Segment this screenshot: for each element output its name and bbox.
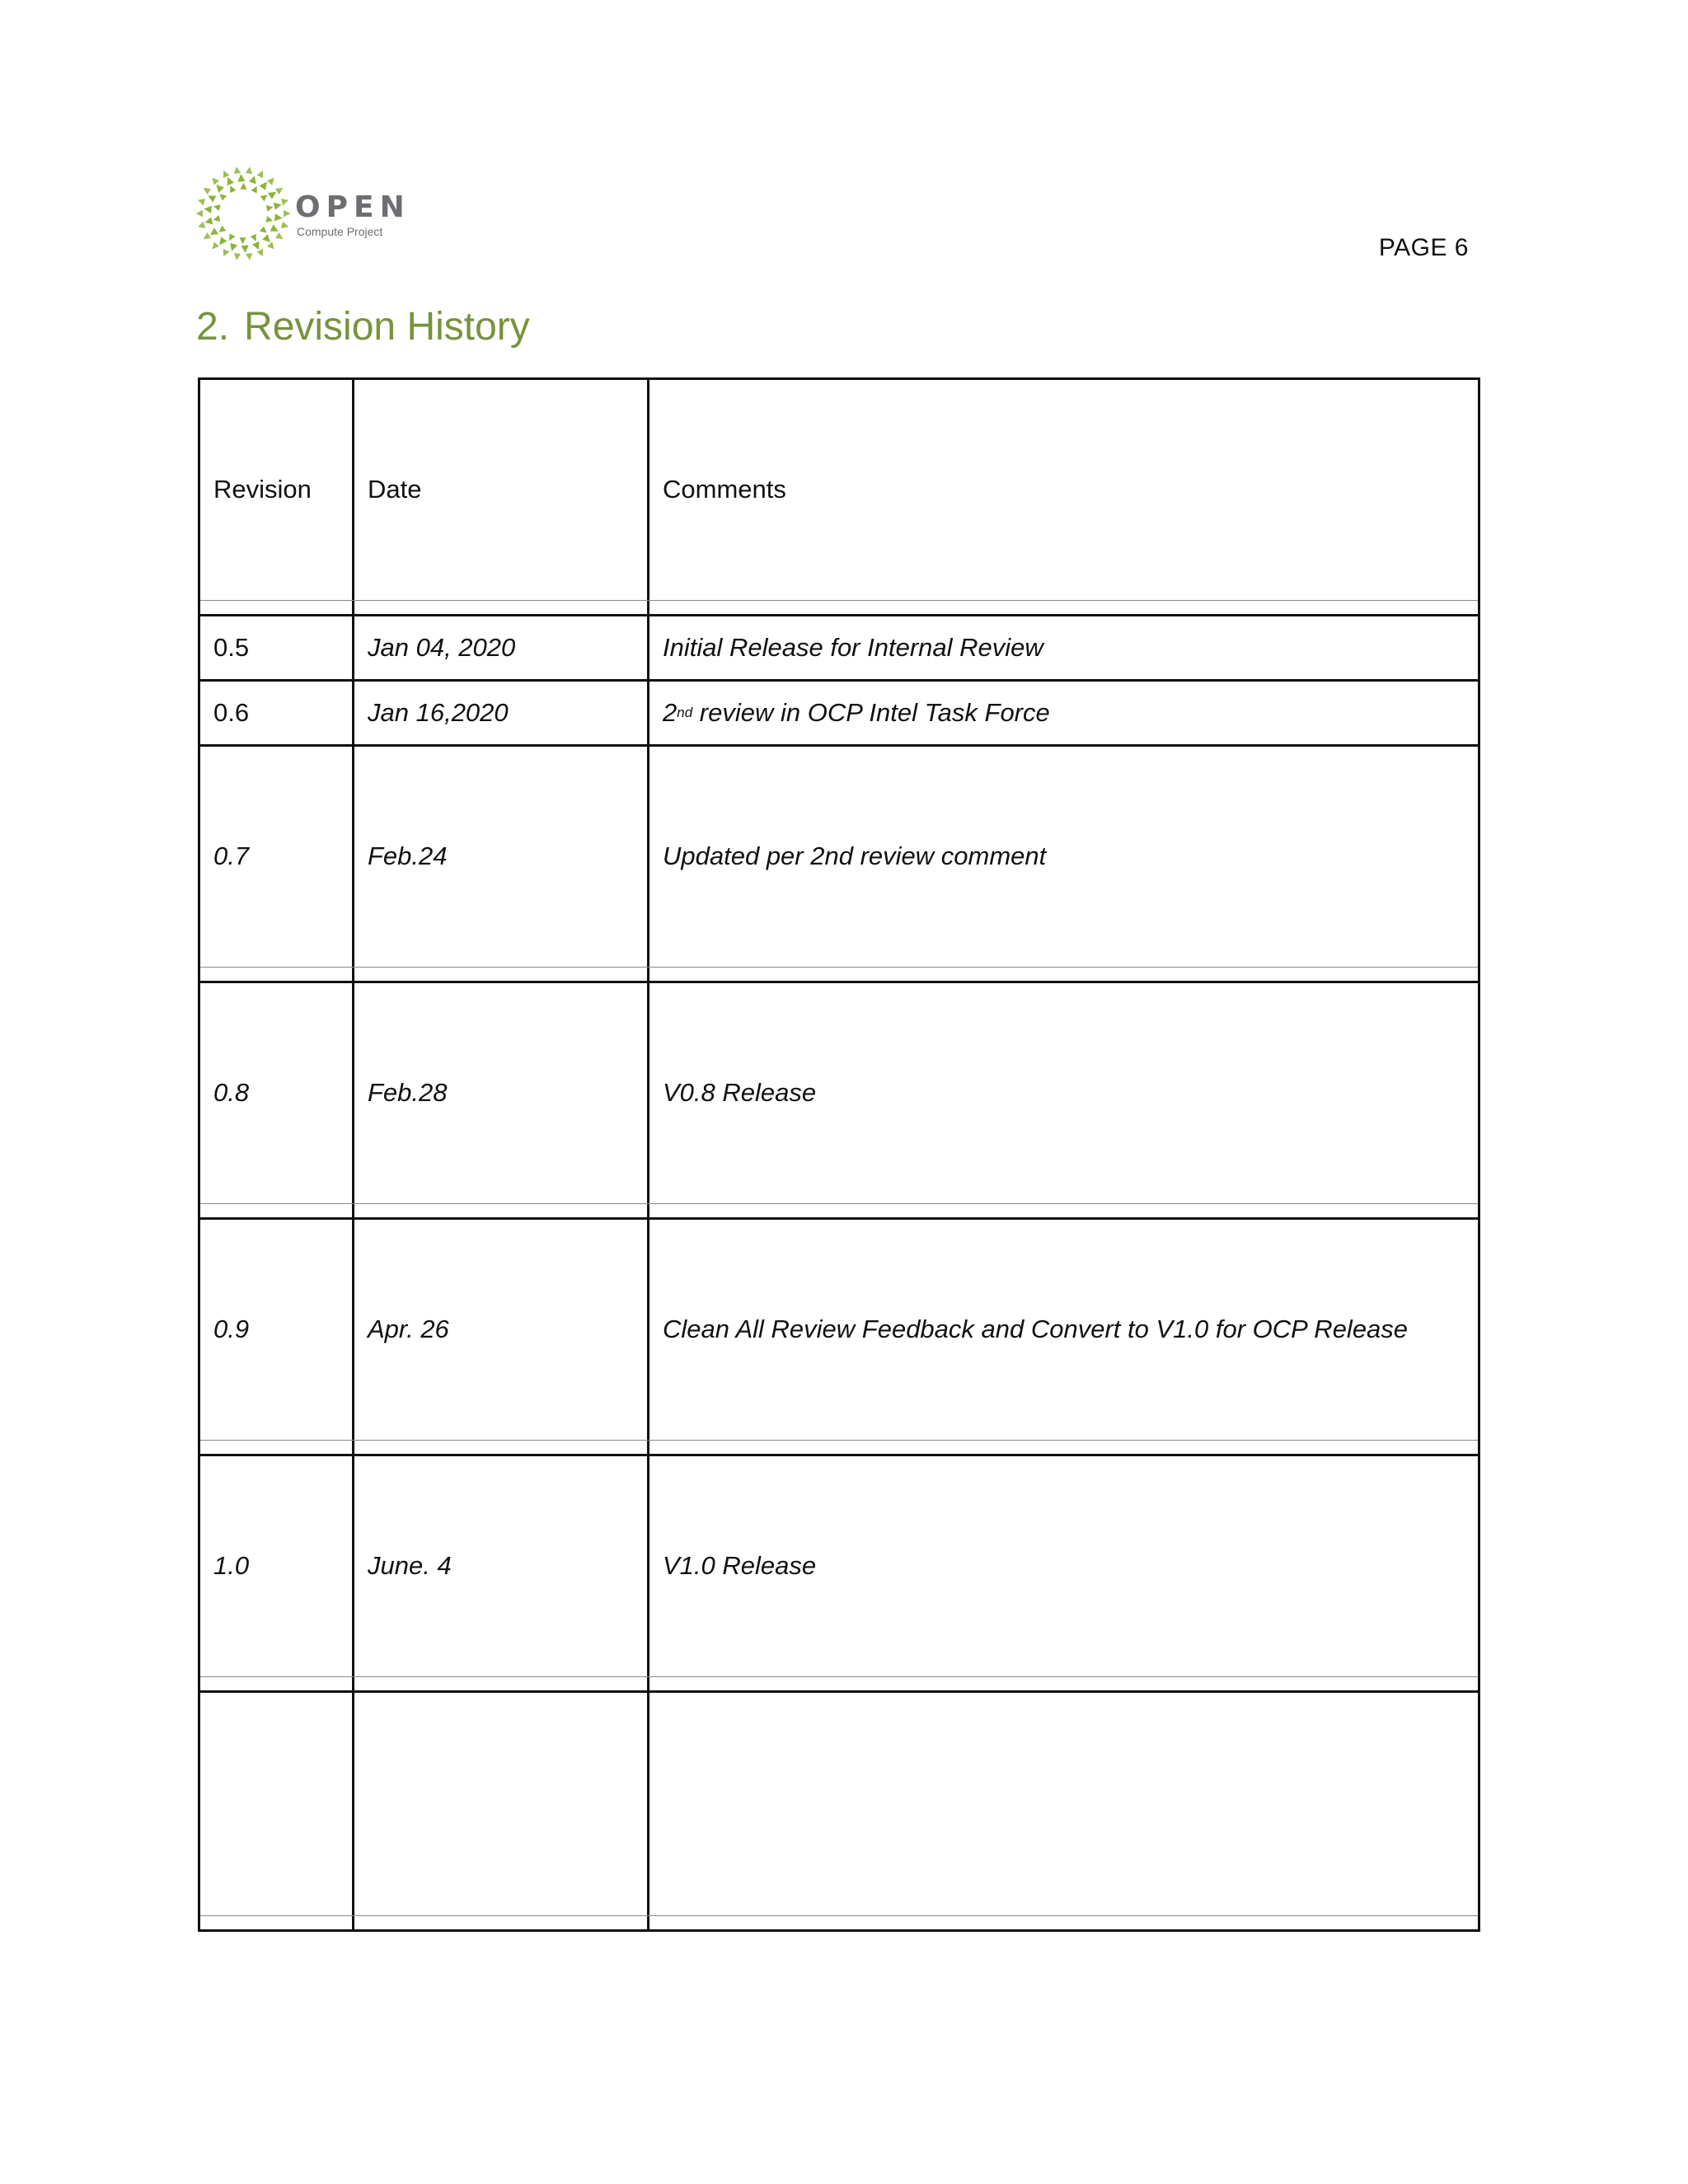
logo-arrow-mark	[281, 199, 288, 205]
logo-arrow-mark	[251, 186, 257, 194]
logo-arrow-mark	[249, 176, 256, 184]
logo-arrow-mark	[284, 210, 290, 217]
logo-arrow-mark	[251, 234, 256, 241]
logo-arrow-mark	[274, 203, 282, 210]
table-row	[200, 1220, 1478, 1456]
date-cell	[354, 1693, 649, 1929]
logo-arrow-mark	[208, 195, 216, 202]
comment-cell: Initial Release for Internal Review	[663, 633, 1043, 662]
section-number: 2.	[196, 305, 230, 349]
logo-arrow-mark	[237, 174, 245, 181]
logo-arrow-mark	[212, 241, 219, 249]
revision-history-table	[198, 377, 1480, 1932]
logo-arrow-mark	[267, 178, 274, 185]
logo-arrow-mark	[196, 210, 203, 217]
table-row	[200, 616, 1478, 682]
comment-cell: Updated per 2nd review comment	[663, 841, 1047, 870]
logo-arrow-mark	[275, 188, 283, 194]
table-row	[200, 747, 1478, 983]
comment-cell: 2 nd review in OCP Intel Task Force	[663, 698, 1050, 727]
logo-arrow-mark	[230, 243, 237, 251]
logo-arrow-mark	[223, 171, 230, 178]
logo-arrow-mark	[246, 166, 252, 174]
revision-cell: 0.7	[200, 747, 354, 981]
logo-arrow-mark	[275, 232, 283, 239]
comment-cell	[649, 1693, 1478, 1929]
comment-cell: V0.8 Release	[663, 1078, 817, 1107]
logo-arrow-mark	[213, 204, 221, 211]
logo-arrow-mark	[210, 227, 218, 235]
date-cell: Feb.24	[354, 747, 649, 981]
logo-arrow-mark	[257, 249, 264, 256]
logo-wordmark: OPEN	[295, 190, 410, 224]
comment-cell: Clean All Review Feedback and Convert to V1.0 for OCP Release	[663, 1315, 1409, 1343]
logo-arrow-mark	[241, 245, 249, 252]
revision-cell: 0.9	[200, 1220, 354, 1454]
revision-cell: 0.5	[200, 616, 354, 679]
logo-arrow-mark	[260, 194, 268, 201]
logo-arrow-mark	[219, 194, 227, 200]
logo-arrow-mark	[204, 232, 211, 239]
revision-cell	[200, 1693, 354, 1929]
revision-cell: 0.8	[200, 983, 354, 1217]
logo-arrow-mark	[268, 192, 276, 199]
section-title: Revision History	[244, 305, 530, 349]
logo-arrow-mark	[240, 183, 246, 190]
logo-arrow-mark	[219, 226, 227, 232]
logo-arrow-mark	[204, 217, 213, 224]
logo-arrow-mark	[270, 224, 279, 231]
ocp-logo	[195, 165, 409, 262]
table-row	[200, 1456, 1478, 1693]
header-date: Date	[354, 380, 649, 614]
section-heading	[196, 303, 530, 351]
logo-arrow-mark	[230, 185, 236, 193]
logo-arrow-mark	[212, 178, 219, 185]
logo-arrow-mark	[219, 237, 227, 245]
revision-cell: 0.6	[200, 682, 354, 744]
ocp-logo-icon	[195, 165, 292, 262]
table-row-empty	[200, 1693, 1478, 1929]
logo-arrow-mark	[198, 222, 205, 228]
comment-ordinal: 2	[663, 698, 678, 727]
logo-arrow-mark	[223, 249, 230, 256]
table-header-row	[200, 380, 1478, 616]
date-cell: June. 4	[354, 1456, 649, 1690]
logo-arrow-mark	[266, 205, 274, 212]
logo-arrow-mark	[246, 253, 252, 260]
logo-arrow-mark	[198, 199, 205, 205]
logo-arrow-mark	[257, 171, 264, 178]
date-cell: Feb.28	[354, 983, 649, 1217]
comment-text: review in OCP Intel Task Force	[692, 698, 1050, 727]
revision-cell: 1.0	[200, 1456, 354, 1690]
table-row	[200, 682, 1478, 747]
logo-arrow-mark	[274, 213, 283, 221]
header-revision: Revision	[200, 380, 354, 614]
date-cell: Jan 04, 2020	[354, 616, 649, 679]
logo-arrow-mark	[204, 206, 212, 213]
logo-arrow-mark	[281, 222, 288, 228]
logo-arrow-mark	[252, 241, 259, 250]
logo-arrow-mark	[262, 234, 270, 242]
logo-arrow-mark	[213, 215, 221, 222]
logo-arrow-mark	[229, 233, 235, 241]
date-cell: Jan 16,2020	[354, 682, 649, 744]
logo-arrow-mark	[204, 188, 211, 194]
date-cell: Apr. 26	[354, 1220, 649, 1454]
table-row	[200, 983, 1478, 1220]
logo-arrow-mark	[216, 185, 224, 193]
logo-arrow-mark	[265, 216, 273, 223]
logo-arrow-mark	[260, 182, 267, 190]
logo-subtitle: Compute Project	[297, 225, 383, 238]
logo-arrow-mark	[234, 253, 241, 260]
comment-cell: V1.0 Release	[663, 1551, 817, 1580]
header-comments: Comments	[663, 475, 786, 504]
logo-arrow-mark	[234, 166, 241, 174]
logo-arrow-mark	[267, 241, 274, 249]
logo-arrow-mark	[260, 226, 267, 232]
logo-arrow-mark	[240, 237, 246, 244]
page-number: PAGE 6	[1378, 234, 1469, 261]
logo-arrow-mark	[227, 177, 234, 185]
